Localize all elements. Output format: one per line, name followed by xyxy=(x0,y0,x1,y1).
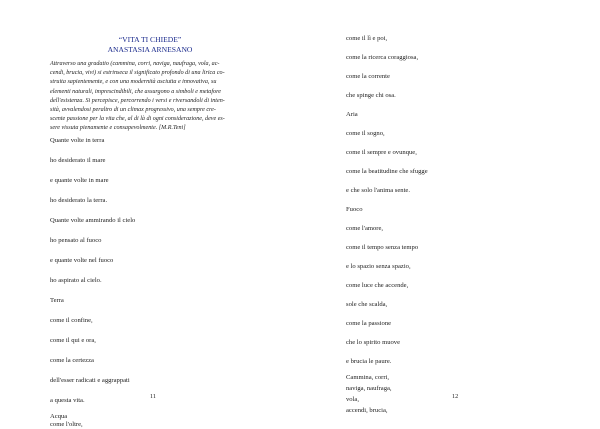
verse-line: come luce che accende, xyxy=(346,282,409,289)
intro-line: sere vissuta pienamente e consapevolmente. [M.R.Teni] xyxy=(50,125,186,132)
verse-line: ho aspirato al cielo. xyxy=(50,277,102,284)
verse-line: come il sempre e ovunque, xyxy=(346,149,417,156)
verse-line: come il confine, xyxy=(50,317,93,324)
verse-line: Aria xyxy=(346,111,358,118)
verse-line: come il sogno, xyxy=(346,130,385,137)
intro-line: sità, avvalendosi peraltro di un climax progressivo, una sempre cre- xyxy=(50,107,216,114)
verse-line: e che solo l'anima sente. xyxy=(346,187,410,194)
page-number: 11 xyxy=(150,393,156,400)
verse-line: Terra xyxy=(50,297,64,304)
verse-line: ho desiderato la terra. xyxy=(50,197,108,204)
verse-line: e lo spazio senza spazio, xyxy=(346,263,411,270)
poem-author: ANASTASIA ARNESANO xyxy=(107,45,193,54)
intro-line: cendi, brucia, vivi) si estrinseca il significato profondo di una lirica co- xyxy=(50,70,225,77)
verse-line: Fuoco xyxy=(346,206,363,213)
verse-line: che lo spirito muove xyxy=(346,339,401,346)
intro-line: scente passione per la vita che, al di là di ogni considerazione, deve es- xyxy=(50,116,225,123)
verse-line: vola, xyxy=(346,396,360,403)
verse-line: accendi, brucia, xyxy=(346,407,388,414)
verse-line: come la passione xyxy=(346,320,392,327)
verse-line: e brucia le paure. xyxy=(346,358,392,365)
poem-title: “VITA TI CHIEDE” xyxy=(118,35,182,44)
verse-line: come la certezza xyxy=(50,357,94,364)
verse-line: Quante volte in terra xyxy=(50,137,105,144)
page-number: 12 xyxy=(452,393,459,400)
verse-line: e quante volte in mare xyxy=(50,177,109,184)
verse-line: ho desiderato il mare xyxy=(50,157,106,164)
verse-line: come la corrente xyxy=(346,73,390,80)
intro-line: Attraverso una gradatio (cammina, corri, naviga, naufraga, vola, ac- xyxy=(50,61,220,67)
verse-line: come il qui e ora, xyxy=(50,337,96,344)
intro-paragraph xyxy=(50,60,272,134)
right-page xyxy=(300,0,600,424)
verse-line: dell'esser radicati e aggrappati xyxy=(50,377,130,384)
verse-line: come la beatitudine che sfugge xyxy=(346,168,428,175)
intro-line: elementi naturali, imprescindibili, che assurgono a simboli e metafore xyxy=(50,88,221,95)
verse-line: come la ricerca coraggiosa, xyxy=(346,54,419,61)
verse-line: Acqua xyxy=(50,413,68,420)
verse-line: come il tempo senza tempo xyxy=(346,244,419,251)
left-page xyxy=(0,0,300,428)
verse-line: come il lì e poi, xyxy=(346,35,388,42)
intro-line: struita sapientemente, e con una modernità asciutta e innovativa, su xyxy=(50,79,217,86)
verse-line: a questa vita. xyxy=(50,397,85,404)
verse-line: Cammina, corri, xyxy=(346,374,390,381)
verse-line: sole che scalda, xyxy=(346,301,388,308)
verse-line: e quante volte nel fuoco xyxy=(50,257,114,264)
intro-line: dell'esistenza. Si percepisce, percorrendo i versi e riversandoli di inten- xyxy=(50,97,225,104)
verse-line: come l'amore, xyxy=(346,225,384,232)
verse-line: ho pensato al fuoco xyxy=(50,237,102,244)
verse-line: naviga, naufraga, xyxy=(346,385,392,392)
verse-line: come l'oltre, xyxy=(50,421,83,428)
verse-line: Quante volte ammirando il cielo xyxy=(50,217,136,224)
verse-line: che spinge chi osa. xyxy=(346,92,396,99)
